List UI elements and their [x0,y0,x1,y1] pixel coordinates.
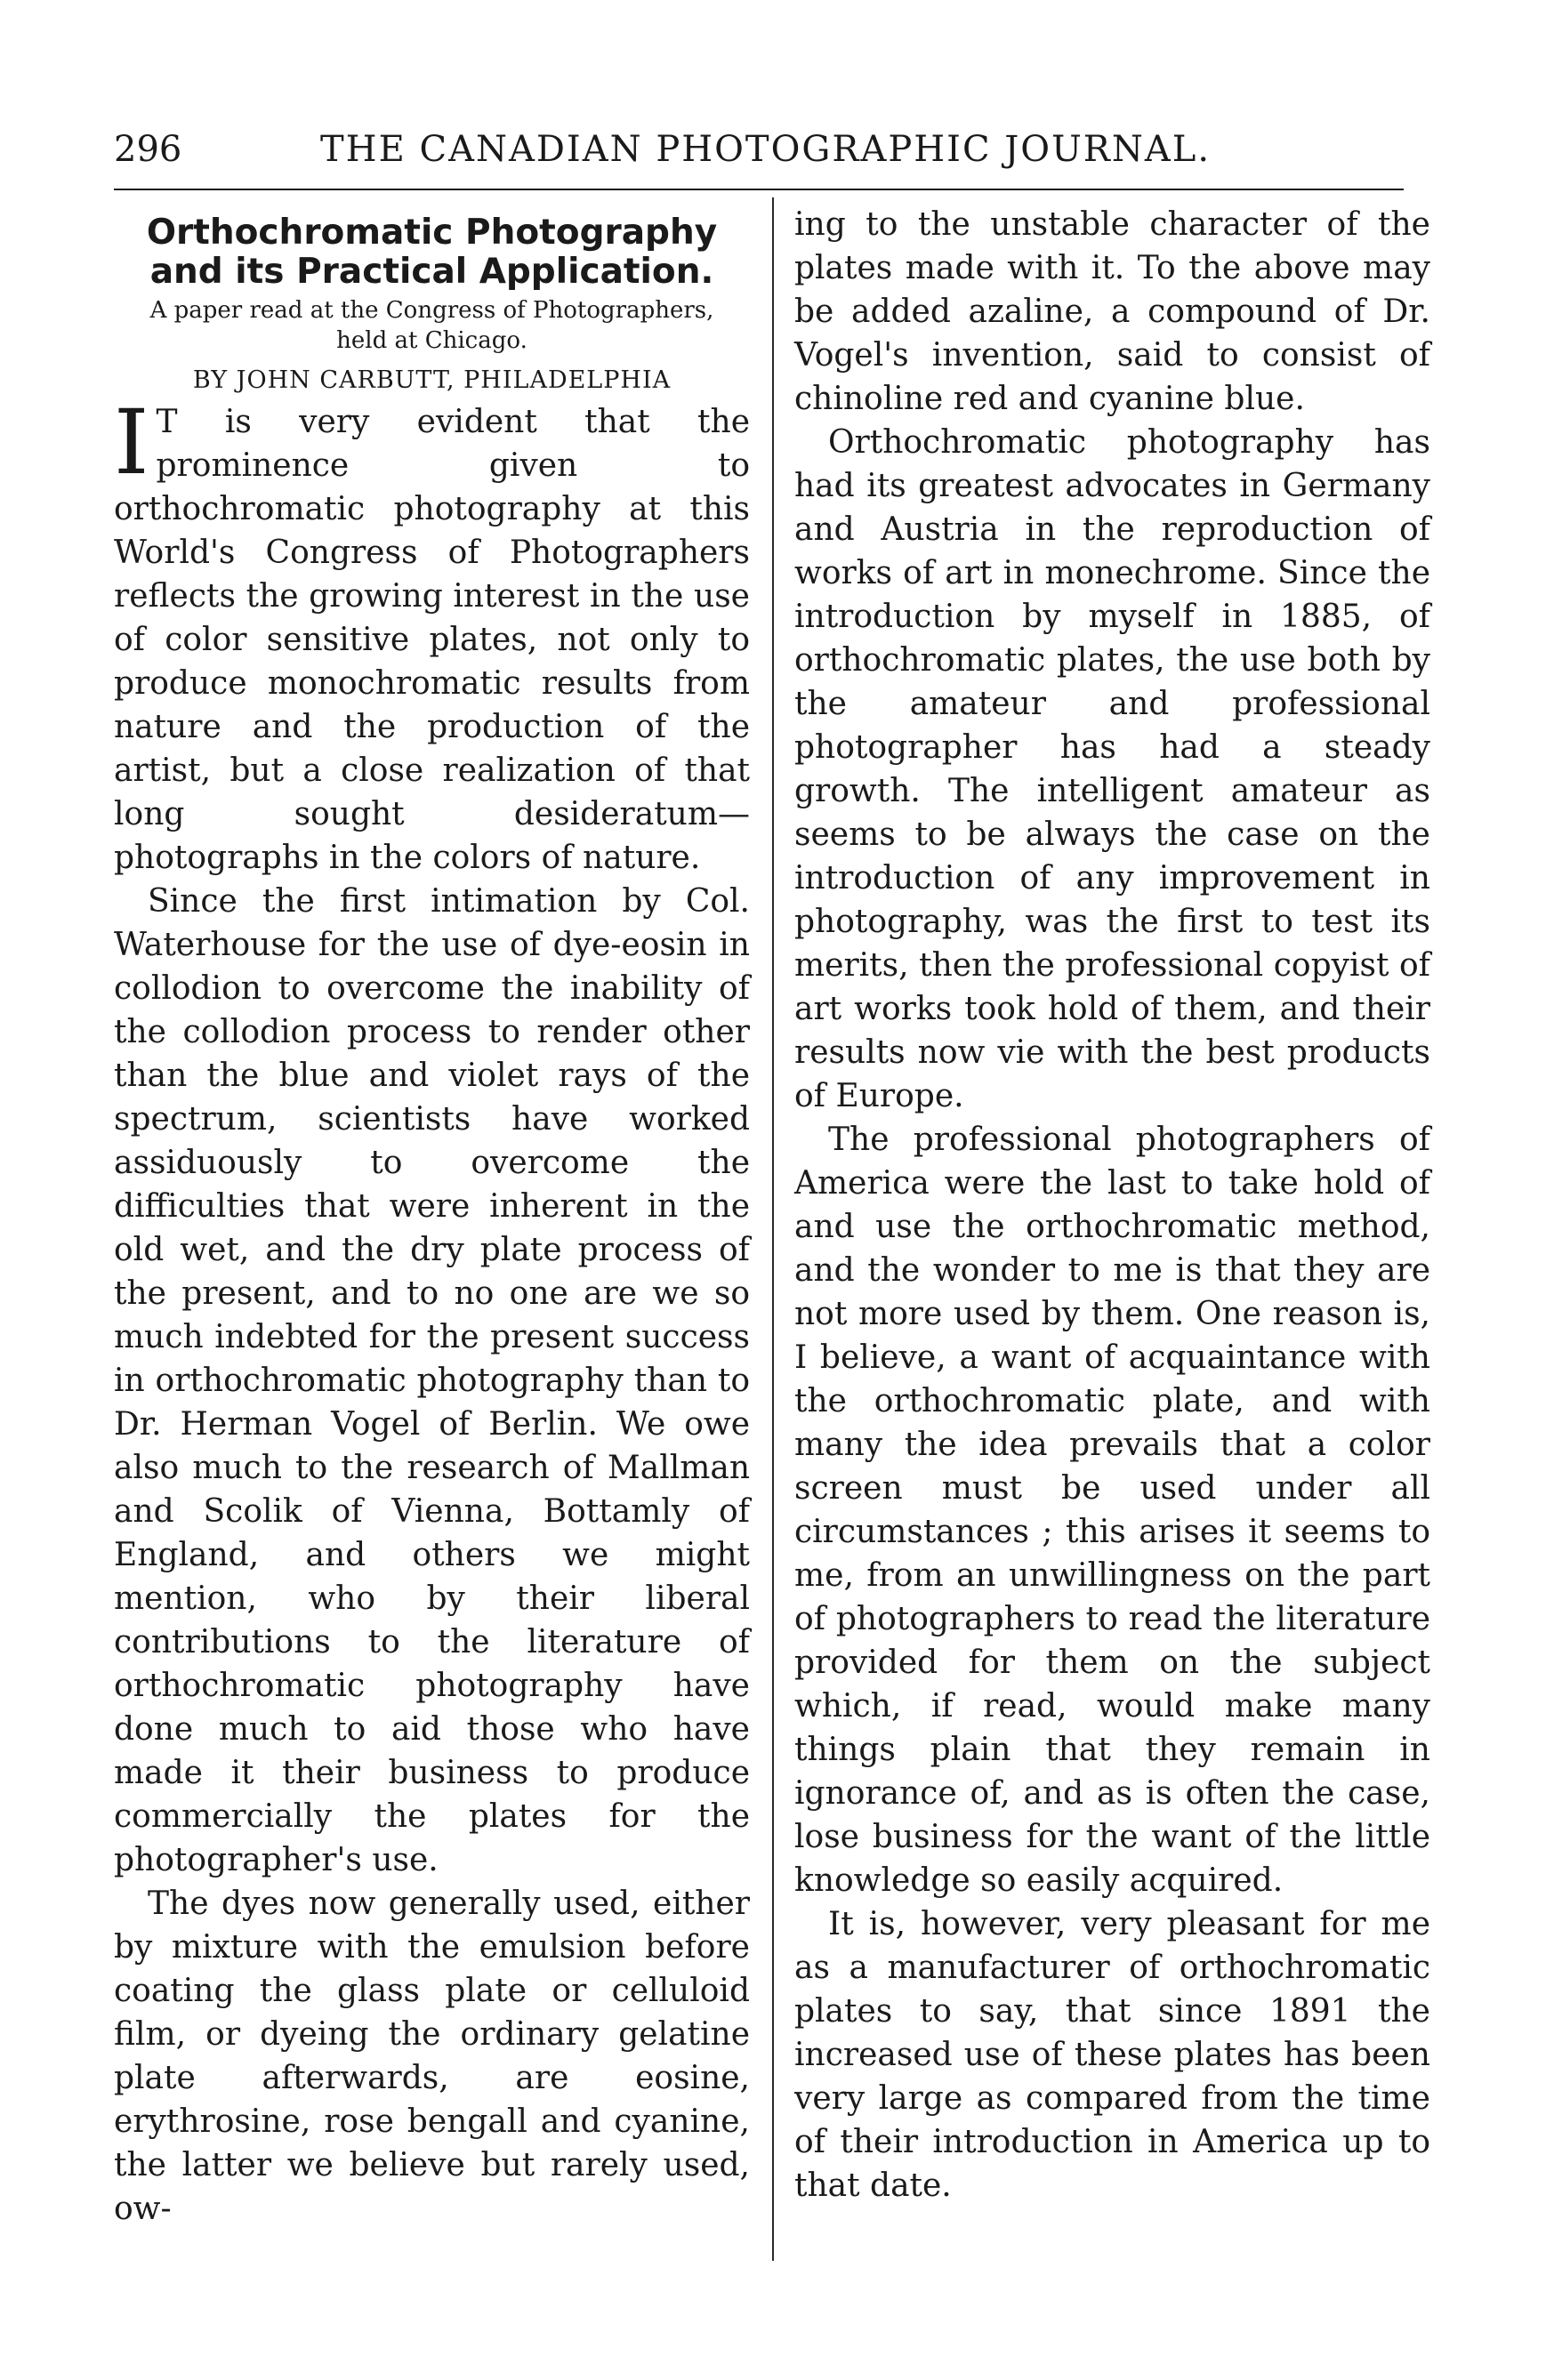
paragraph [114,390,750,880]
paragraph: The dyes now generally used, either by mixture with the emulsion before coating the glass plate or celluloid film, or dyeing the ordinary gelatine plate afterwards, are eosine, erythrosine, rose bengall and cyanine, the latter we believe but rarely used, ow- [114,1886,750,2227]
right-column [794,203,1430,2207]
paragraph: ing to the unstable character of the plates made with it. To the above may be added azaline, a compound of Dr. Vogel's invention, said to consist of chinoline red and cyanine blue. [794,206,1430,417]
paragraph: The professional photographers of America were the last to take hold of and use the orthochromatic method, and the wonder to me is that they are not more used by them. One reason is, I believe, a want of acquaintance with the orthochromatic plate, and with many the idea prevails that a color screen must be used under all circumstances ; this arises it seems to me, from an unwillingness on the part of photographers to read the literature provided for them on the subject which, if read, would make many things plain that they remain in ignorance of, and as is often the case, lose business for the want of the little knowledge so easily acquired. [794,1122,1430,1899]
left-column [114,203,750,2231]
paragraph-text: T is very evident that the prominence given to orthochromatic photography at this World's Congress of Photographers reflects the growing interest in the use of color sensitive plates, not only to produce monochromatic results from nature and the production of the artist, but a close realization of that long sought desideratum—photographs in the colors of nature. [114,404,750,876]
paragraph: It is, however, very pleasant for me as a manufacturer of orthochromatic plates to say, that since 1891 the increased use of these plates has been very large as compared from the time of their introduction in America up to that date. [794,1906,1430,2204]
page-header [114,117,1404,181]
drop-cap: I [114,390,149,494]
article-title: Orthochromatic Photography and its Practical Application. [146,213,718,292]
column-divider [772,197,774,2261]
byline: BY JOHN CARBUTT, PHILADELPHIA [192,366,672,394]
paragraph: Orthochromatic photography has had its greatest advocates in Germany and Austria in the reproduction of works of art in monechrome. Since the introduction by myself in 1885, of orthochromatic plates, the use both by the amateur and professional photographer has had a steady growth. The intelligent amateur as seems to be always the case on the introduction of any improvement in photography, was the first to test its merits, then the professional copyist of art works took hold of them, and their results now vie with the best products of Europe. [794,424,1430,1114]
article-subtitle: A paper read at the Congress of Photographers, held at Chicago. [149,297,714,354]
header-rule [114,189,1404,190]
page-number: 296 [114,129,182,170]
paragraph: Since the first intimation by Col. Waterhouse for the use of dye-eosin in collodion to overcome the inability of the collodion process to render other than the blue and violet rays of the spectrum, scientists have worked assiduously to overcome the difficulties that were inherent in the old wet, and the dry plate process of the present, and to no one are we so much indebted for the present success in orthochromatic photography than to Dr. Herman Vogel of Berlin. We owe also much to the research of Mallman and Scolik of Vienna, Bottamly of England, and others we might mention, who by their liberal contributions to the literature of orthochromatic photography have done much to aid those who have made it their business to produce commercially the plates for the photographer's use. [114,883,750,1878]
running-title: THE CANADIAN PHOTOGRAPHIC JOURNAL. [320,129,1212,170]
